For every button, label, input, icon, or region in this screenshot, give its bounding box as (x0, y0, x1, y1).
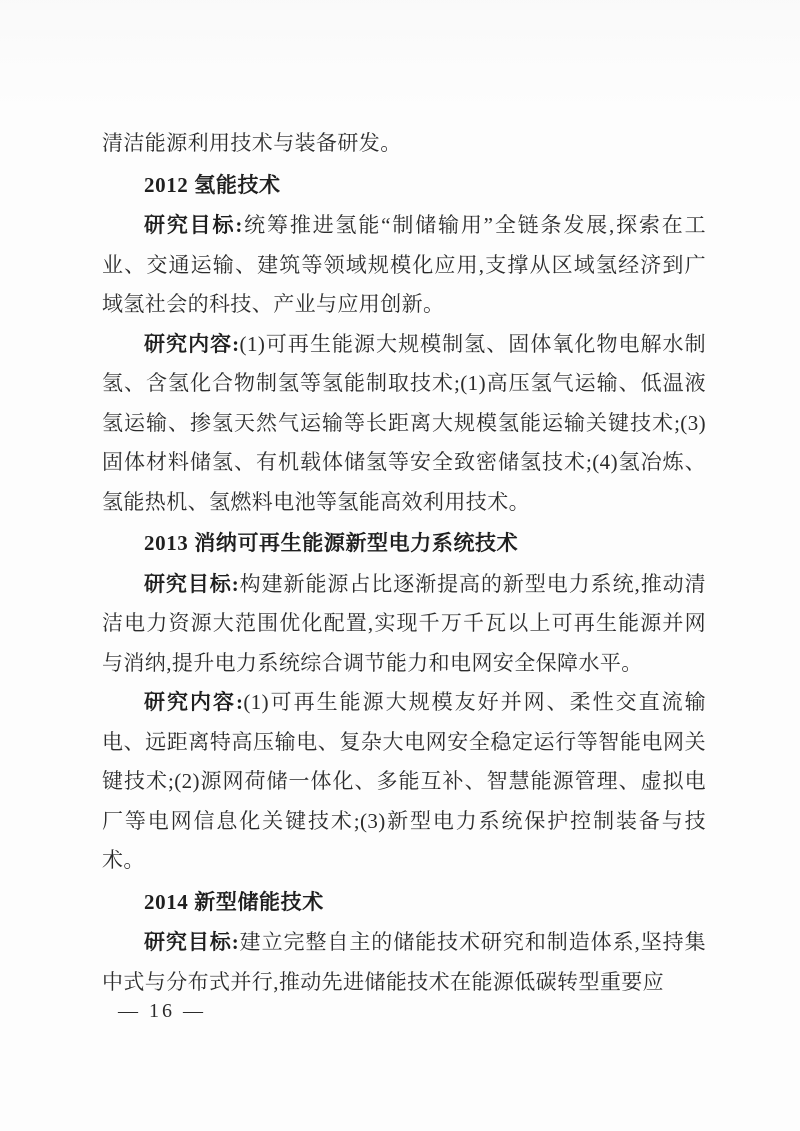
paragraph: 清洁能源利用技术与装备研发。 (102, 131, 402, 155)
section-heading: 2013 消纳可再生能源新型电力系统技术 (144, 531, 519, 555)
paragraph: 研究目标:统筹推进氢能“制储输用”全链条发展,探索在工业、交通运输、建筑等领域规模化应用,支撑从区域氢经济到广域氢社会的科技、产业与应用创新。 (102, 213, 706, 316)
paragraph-label: 研究内容: (144, 331, 240, 356)
paragraph: 研究内容:(1)可再生能源大规模制氢、固体氧化物电解水制氢、含氢化合物制氢等氢能制取技术;(1)高压氢气运输、低温液氢运输、掺氢天然气运输等长距离大规模氢能运输关键技术;(3)固体材料储氢、有机载体储氢等安全致密储氢技术;(4)氢冶炼、氢能热机、氢燃料电池等氢能高效利用技术。 (102, 331, 706, 514)
scan-bleed-artifact (0, 0, 800, 110)
document-body (102, 124, 706, 1002)
paragraph-label: 研究目标: (144, 930, 240, 954)
paragraph: 研究目标:建立完整自主的储能技术研究和制造体系,坚持集中式与分布式并行,推动先进储能技术在能源低碳转型重要应 (102, 930, 706, 994)
paragraph: 研究内容:(1)可再生能源大规模友好并网、柔性交直流输电、远距离特高压输电、复杂大电网安全稳定运行等智能电网关键技术;(2)源网荷储一体化、多能互补、智慧能源管理、虚拟电厂等电网信息化关键技术;(3)新型电力系统保护控制装备与技术。 (102, 690, 706, 872)
paragraph-label: 研究内容: (144, 690, 244, 714)
paragraph-label: 研究目标: (144, 213, 243, 237)
page-number: — 16 — (118, 1000, 206, 1022)
paragraph-label: 研究目标: (144, 571, 240, 596)
section-heading: 2014 新型储能技术 (144, 889, 324, 914)
section-heading: 2012 氢能技术 (144, 172, 281, 197)
paragraph: 研究目标:构建新能源占比逐渐提高的新型电力系统,推动清洁电力资源大范围优化配置,实现千万千瓦以上可再生能源并网与消纳,提升电力系统综合调节能力和电网安全保障水平。 (102, 571, 706, 675)
